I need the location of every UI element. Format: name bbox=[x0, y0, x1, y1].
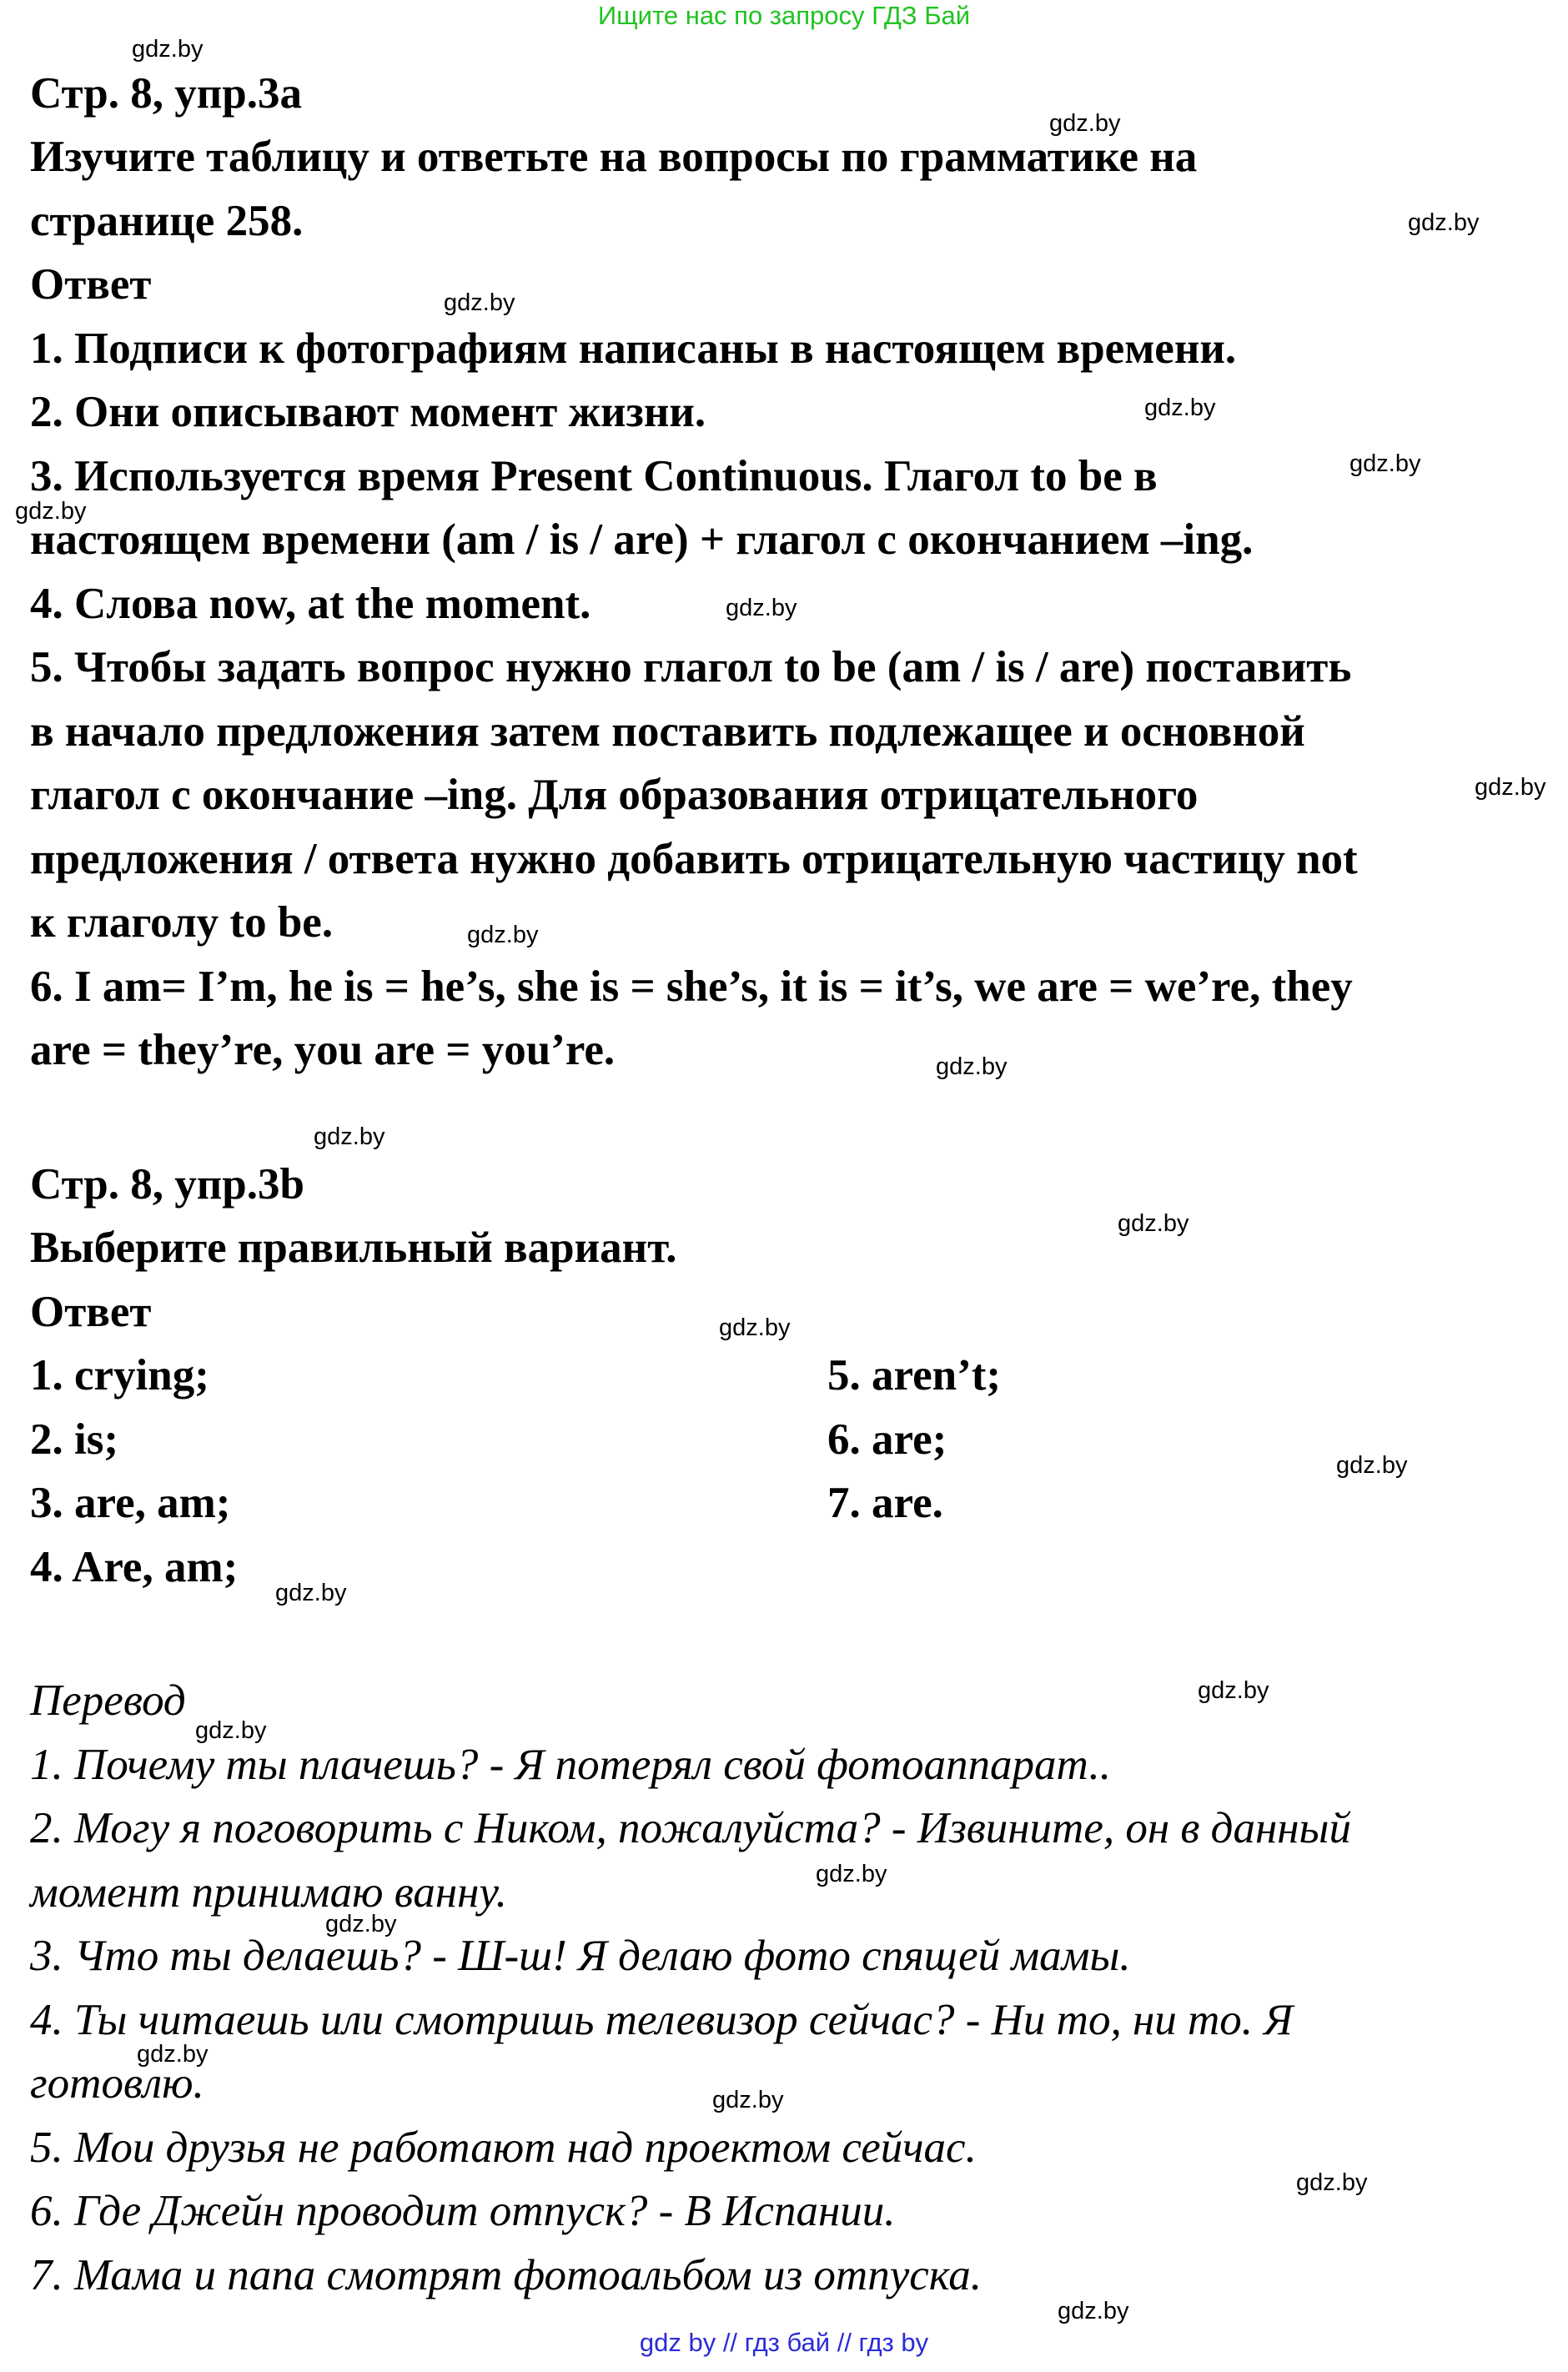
watermark: gdz.by bbox=[719, 1314, 791, 1341]
section-3a-line-4: настоящем времени (am / is / are) + глагол с окончанием –ing. bbox=[30, 515, 1254, 564]
answer-right-5: 5. aren’t; bbox=[827, 1351, 1002, 1400]
bottom-banner-link[interactable]: gdz by // гдз бай // гдз by bbox=[639, 2328, 929, 2357]
watermark: gdz.by bbox=[816, 1861, 887, 1887]
section-3a-heading: Стр. 8, упр.3а bbox=[30, 69, 302, 118]
watermark: gdz.by bbox=[132, 36, 204, 63]
watermark: gdz.by bbox=[1058, 2298, 1129, 2324]
answer-right-7: 7. are. bbox=[827, 1479, 943, 1527]
watermark: gdz.by bbox=[1408, 209, 1480, 236]
watermark: gdz.by bbox=[1049, 110, 1121, 137]
watermark: gdz.by bbox=[1349, 450, 1421, 477]
watermark: gdz.by bbox=[726, 595, 797, 621]
section-3a-line-12: are = they’re, you are = you’re. bbox=[30, 1026, 616, 1074]
watermark: gdz.by bbox=[1475, 774, 1546, 801]
watermark: gdz.by bbox=[1296, 2169, 1368, 2196]
translation-line-9: 7. Мама и папа смотрят фотоальбом из отпуска. bbox=[30, 2251, 982, 2299]
top-banner-link[interactable]: Ищите нас по запросу ГДЗ Бай bbox=[597, 1, 971, 30]
section-3a-line-3: 3. Используется время Present Continuous. Глагол to be в bbox=[30, 452, 1158, 500]
translation-line-1: 1. Почему ты плачешь? - Я потерял свой фотоаппарат.. bbox=[30, 1741, 1111, 1789]
translation-line-6: готовлю. bbox=[30, 2059, 204, 2108]
section-3b-answer-label: Ответ bbox=[30, 1288, 152, 1336]
section-3a-line-7: в начало предложения затем поставить подлежащее и основной bbox=[30, 707, 1305, 756]
answer-left-2: 2. is; bbox=[30, 1415, 118, 1464]
section-3a-task-line-2: странице 258. bbox=[30, 197, 304, 245]
watermark: gdz.by bbox=[195, 1717, 267, 1744]
answer-left-1: 1. crying; bbox=[30, 1351, 209, 1400]
answer-left-4: 4. Are, am; bbox=[30, 1543, 239, 1591]
section-3b-heading: Стр. 8, упр.3b bbox=[30, 1160, 304, 1209]
watermark: gdz.by bbox=[444, 289, 515, 316]
watermark: gdz.by bbox=[15, 498, 87, 525]
watermark: gdz.by bbox=[137, 2041, 209, 2068]
watermark: gdz.by bbox=[1198, 1677, 1269, 1704]
translation-line-3: момент принимаю ванну. bbox=[30, 1868, 507, 1917]
translation-label: Перевод bbox=[30, 1676, 186, 1725]
translation-line-7: 5. Мои друзья не работают над проектом сейчас. bbox=[30, 2123, 977, 2172]
watermark: gdz.by bbox=[467, 922, 539, 948]
section-3a-line-8: глагол с окончание –ing. Для образования отрицательного bbox=[30, 771, 1199, 819]
translation-line-5: 4. Ты читаешь или смотришь телевизор сейчас? - Ни то, ни то. Я bbox=[30, 1996, 1294, 2044]
section-3a-line-9: предложения / ответа нужно добавить отрицательную частицу not bbox=[30, 835, 1358, 883]
watermark: gdz.by bbox=[275, 1580, 347, 1606]
answer-left-3: 3. are, am; bbox=[30, 1479, 231, 1527]
section-3a-line-1: 1. Подписи к фотографиям написаны в настоящем времени. bbox=[30, 324, 1237, 373]
translation-line-4: 3. Что ты делаешь? - Ш-ш! Я делаю фото спящей мамы. bbox=[30, 1932, 1131, 1980]
section-3a-line-11: 6. I am= I’m, he is = he’s, she is = she’s, it is = it’s, we are = we’re, they bbox=[30, 962, 1353, 1011]
section-3b-task: Выберите правильный вариант. bbox=[30, 1224, 677, 1272]
section-3a-line-10: к глаголу to be. bbox=[30, 898, 334, 947]
watermark: gdz.by bbox=[712, 2087, 784, 2113]
answer-right-6: 6. are; bbox=[827, 1415, 947, 1464]
translation-line-2: 2. Могу я поговорить с Ником, пожалуйста? - Извините, он в данный bbox=[30, 1804, 1351, 1852]
section-3a-task-line-1: Изучите таблицу и ответьте на вопросы по грамматике на bbox=[30, 133, 1198, 181]
watermark: gdz.by bbox=[314, 1123, 385, 1150]
translation-line-8: 6. Где Джейн проводит отпуск? - В Испании. bbox=[30, 2187, 896, 2235]
watermark: gdz.by bbox=[1336, 1452, 1408, 1479]
section-3a-answer-label: Ответ bbox=[30, 260, 152, 309]
section-3a-line-2: 2. Они описывают момент жизни. bbox=[30, 388, 706, 436]
watermark: gdz.by bbox=[325, 1911, 397, 1937]
section-3a-line-6: 5. Чтобы задать вопрос нужно глагол to be (am / is / are) поставить bbox=[30, 643, 1352, 691]
watermark: gdz.by bbox=[936, 1053, 1008, 1080]
watermark: gdz.by bbox=[1118, 1210, 1189, 1237]
watermark: gdz.by bbox=[1144, 394, 1216, 421]
section-3a-line-5: 4. Слова now, at the moment. bbox=[30, 580, 591, 628]
